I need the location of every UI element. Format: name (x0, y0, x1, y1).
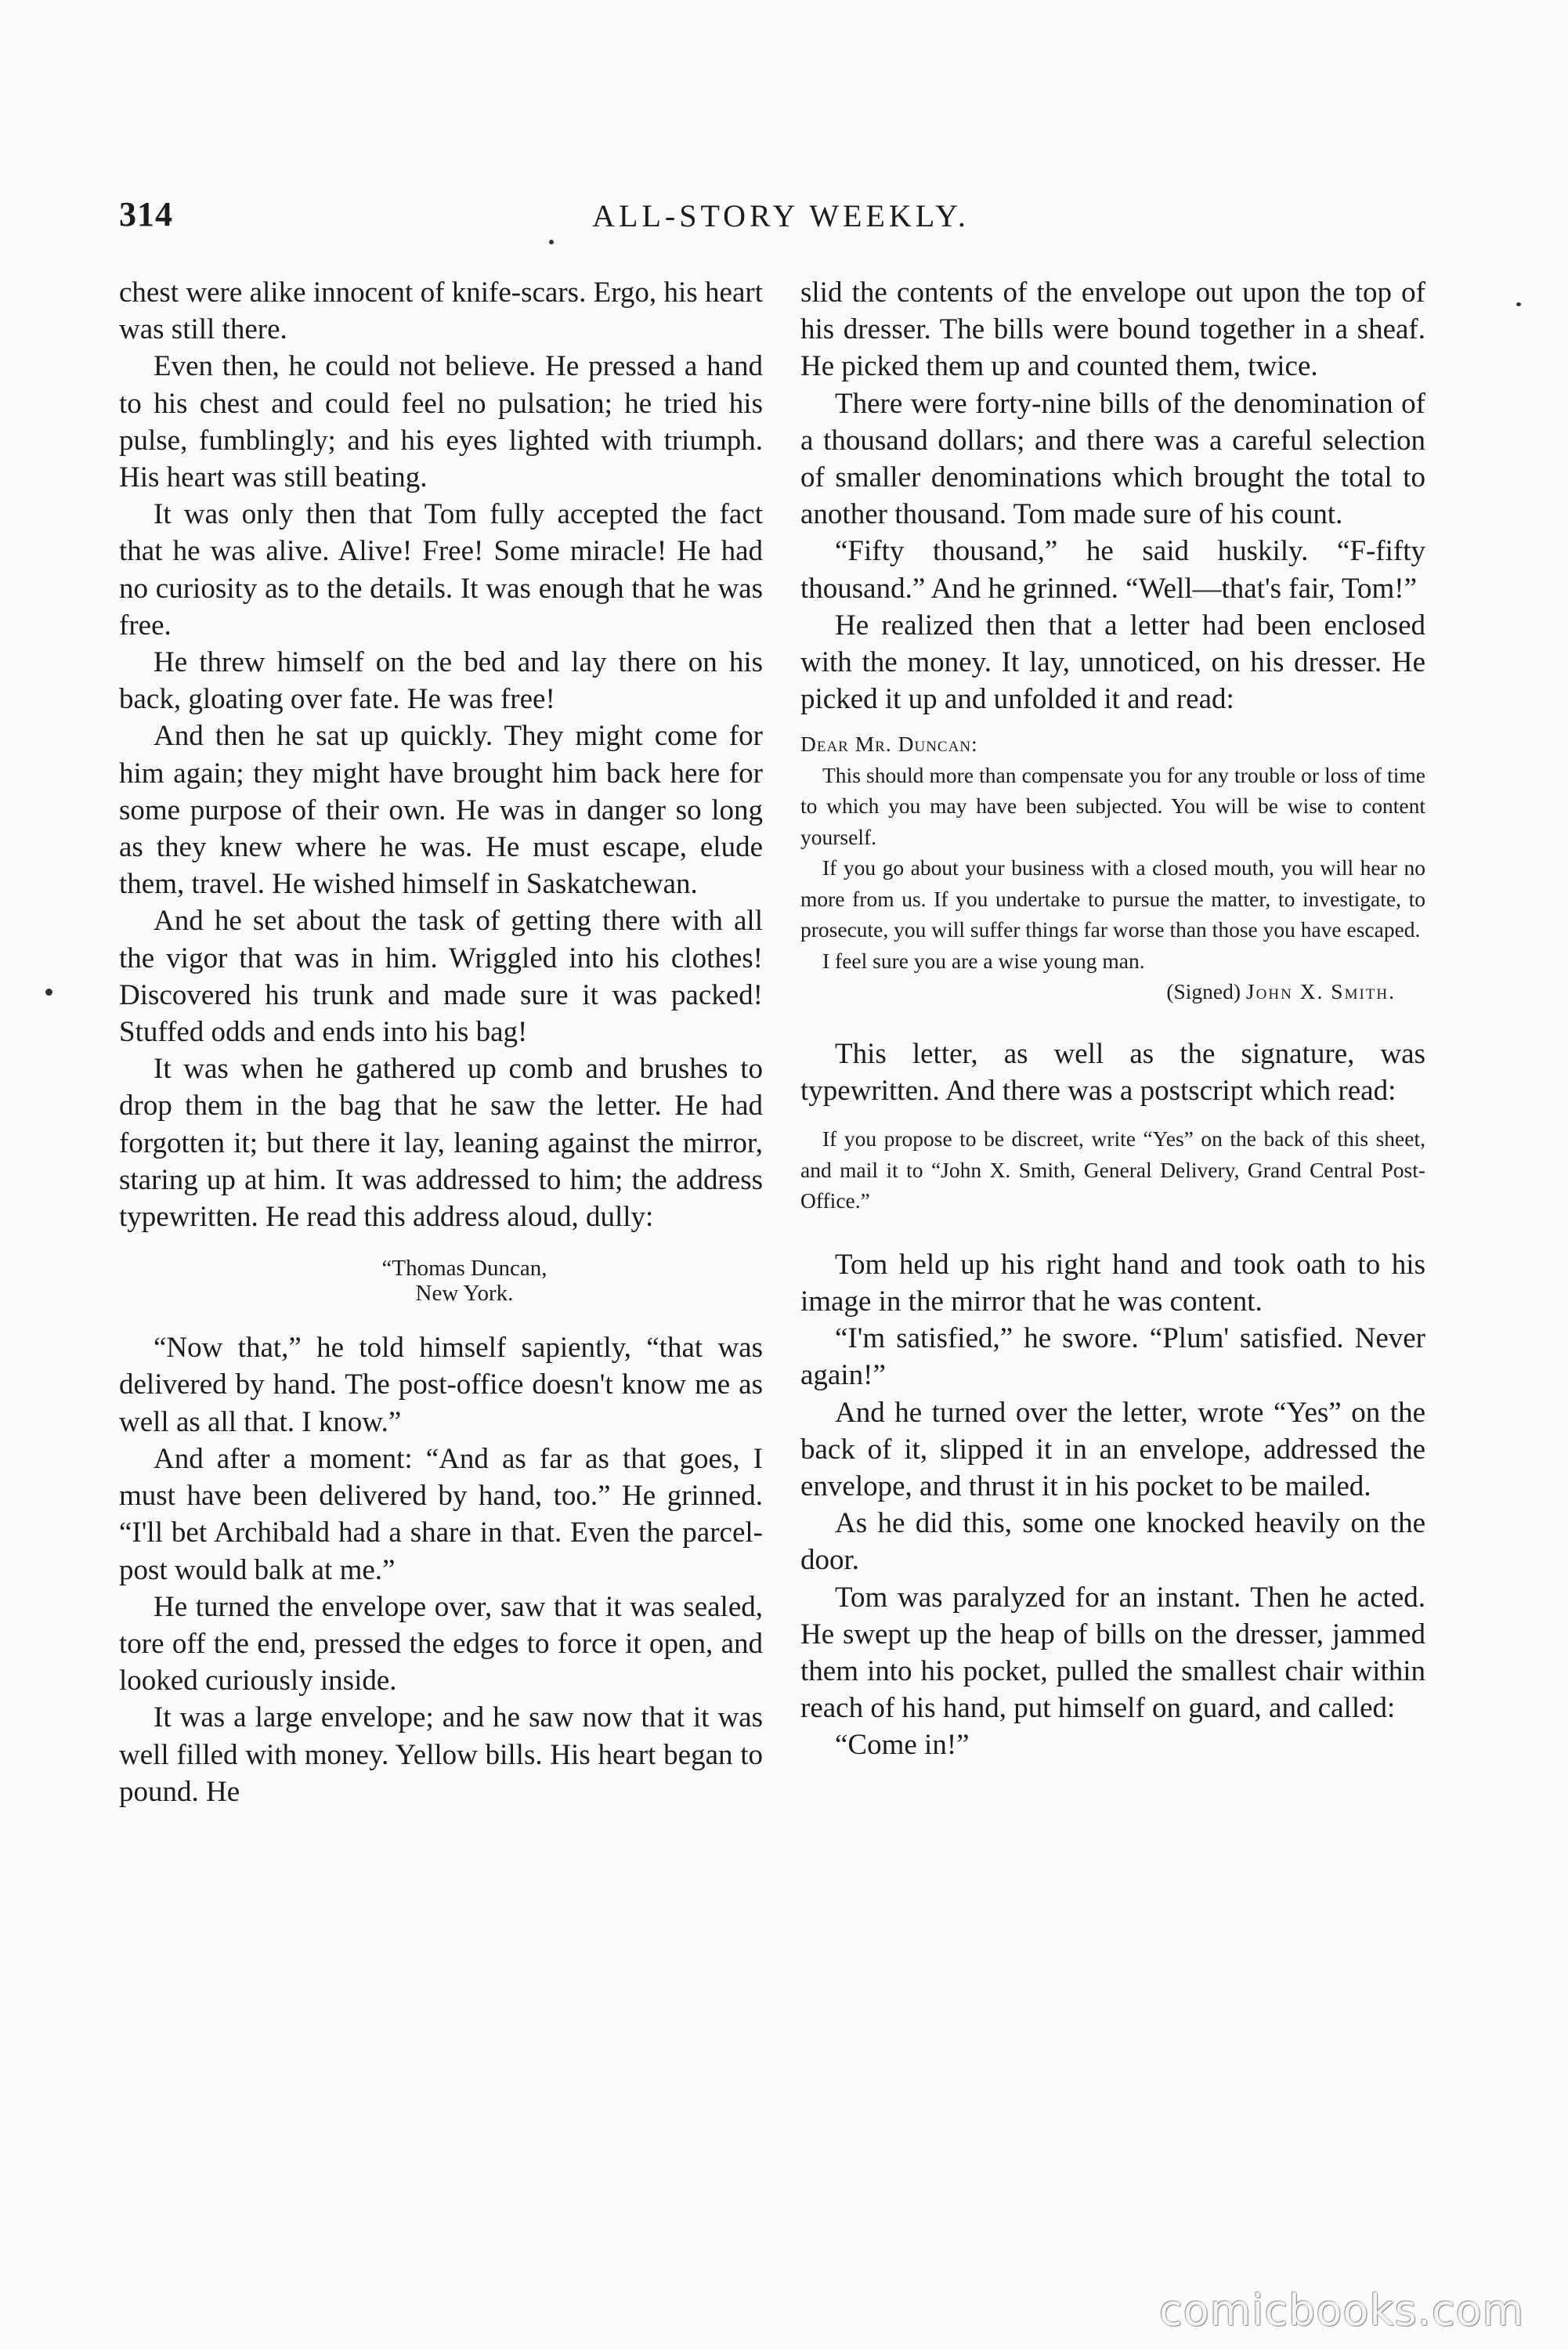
paragraph: “Come in!” (835, 1729, 970, 1762)
paragraph: He turned the envelope over, saw that it was sealed, tore off the end, pressed the edges to force it open, and looked curiously inside. (119, 1590, 763, 1697)
paragraph: It was a large envelope; and he saw now that it was well filled with money. Yellow bills. His heart began to pound. He (119, 1701, 763, 1808)
paragraph: Even then, he could not believe. He pressed a hand to his chest and could feel no pulsation; he tried his pulse, fumblingly; and his eyes lighted with triumph. His heart was still beating. (119, 350, 763, 494)
postscript-block (800, 1123, 1425, 1217)
paragraph: And he set about the task of getting there with all the vigor that was in him. Wriggled into his clothes! Discovered his trunk and made sure it was packed! Stuffed odds and ends into his bag! (119, 905, 763, 1049)
letter-block (800, 728, 1425, 1007)
paragraph: He threw himself on the bed and lay there on his back, gloating over fate. He was free! (119, 646, 763, 716)
paragraph: Tom held up his right hand and took oath to his image in the mirror that he was content. (800, 1248, 1425, 1318)
signed-label: (Signed) (1166, 979, 1241, 1004)
signature-name: John X. Smith. (1245, 979, 1396, 1004)
postscript: If you propose to be discreet, write “Yes” on the back of this sheet, and mail it to “John X. Smith, General Delivery, Grand Central Post-Office.” (800, 1126, 1425, 1213)
paragraph: And after a moment: “And as far as that goes, I must have been delivered by hand, too.” He grinned. “I'll bet Archibald had a share in that. Even the parcel-post would balk at me.” (119, 1442, 763, 1586)
paragraph: Tom was paralyzed for an instant. Then he acted. He swept up the heap of bills on the dresser, jammed them into his pocket, pulled the smallest chair within reach of his hand, put himself on guard, and called: (800, 1581, 1425, 1725)
ink-speck (1516, 302, 1521, 306)
envelope-address (166, 1256, 763, 1306)
right-column (800, 274, 1425, 1764)
page-number: 314 (119, 195, 173, 233)
paragraph: slid the contents of the envelope out upon the top of his dresser. The bills were bound together in a sheaf. He picked them up and counted them, twice. (800, 277, 1425, 383)
letter-paragraph: If you go about your business with a closed mouth, you will hear no more from us. If you undertake to pursue the matter, to investigate, to prosecute, you will suffer things far worse than those you have escaped. (800, 855, 1425, 942)
letter-salutation: Dear Mr. Duncan: (800, 732, 978, 757)
ink-speck (45, 989, 52, 996)
left-column (119, 274, 763, 1810)
paragraph: “I'm satisfied,” he swore. “Plum' satisfied. Never again!” (800, 1322, 1425, 1392)
address-line: “Thomas Duncan, (381, 1256, 547, 1282)
running-title: ALL-STORY WEEKLY. (592, 198, 970, 233)
watermark-logo: comicbooks.com (1159, 2286, 1525, 2335)
paragraph: He realized then that a letter had been enclosed with the money. It lay, unnoticed, on his dresser. He picked it up and unfolded it and read: (800, 609, 1425, 716)
page-header (119, 194, 1443, 249)
paragraph: As he did this, some one knocked heavily on the door. (800, 1507, 1425, 1577)
address-line: New York. (415, 1281, 514, 1307)
paragraph: “Fifty thousand,” he said huskily. “F-fifty thousand.” And he grinned. “Well—that's fair, Tom!” (800, 535, 1425, 605)
paragraph: It was when he gathered up comb and brushes to drop them in the bag that he saw the letter. He had forgotten it; but there it lay, leaning against the mirror, staring up at him. It was addressed to him; the address typewritten. He read this address aloud, dully: (119, 1053, 763, 1234)
letter-paragraph: This should more than compensate you for any trouble or loss of time to which you may have been subjected. You will be wise to content yourself. (800, 762, 1425, 849)
paragraph: This letter, as well as the signature, was typewritten. And there was a postscript which read: (800, 1037, 1425, 1108)
paragraph: It was only then that Tom fully accepted the fact that he was alive. Alive! Free! Some miracle! He had no curiosity as to the details. It was enough that he was free. (119, 498, 763, 642)
paragraph: There were forty-nine bills of the denomination of a thousand dollars; and there was a careful selection of smaller denominations which brought the total to another thousand. Tom made sure of his count. (800, 387, 1425, 531)
ink-speck (549, 240, 554, 244)
paragraph: “Now that,” he told himself sapiently, “that was delivered by hand. The post-office doesn't know me as well as all that. I know.” (119, 1332, 763, 1438)
paragraph: And he turned over the letter, wrote “Yes” on the back of it, slipped it in an envelope, addressed the envelope, and thrust it in his pocket to be mailed. (800, 1396, 1425, 1503)
paragraph: chest were alike innocent of knife-scars. Ergo, his heart was still there. (119, 277, 763, 346)
letter-paragraph: I feel sure you are a wise young man. (822, 948, 1145, 973)
paragraph: And then he sat up quickly. They might come for him again; they might have brought him back here for some purpose of their own. He was in danger so long as they knew where he was. He must escape, elude them, travel. He wished himself in Saskatchewan. (119, 720, 763, 901)
letter-signature (800, 976, 1425, 1007)
